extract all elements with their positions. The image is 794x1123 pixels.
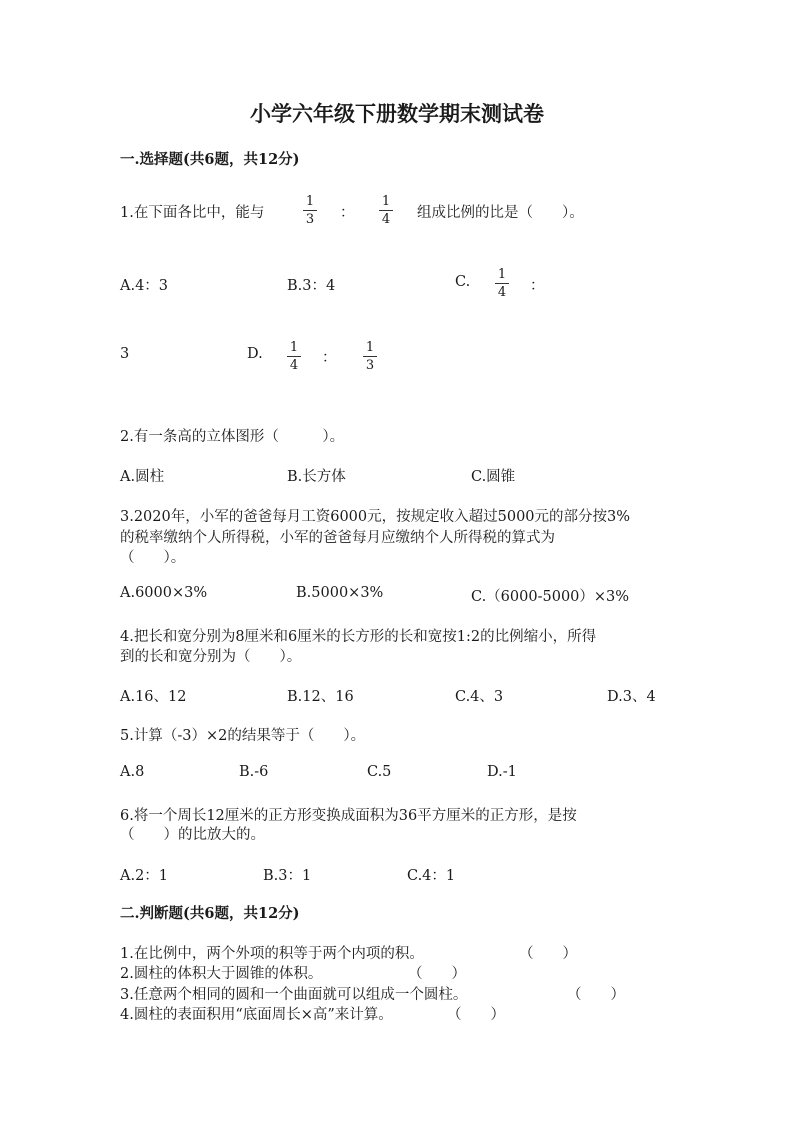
question-1-stem: 1.在下面各比中，能与 <box>120 205 265 221</box>
question-5-option-d: D.-1 <box>487 764 517 780</box>
question-3-line-1: 3.2020年，小军的爸爸每月工资6000元，按规定收入超过5000元的部分按3% <box>120 509 631 525</box>
question-2-option-c: C.圆锥 <box>471 469 516 485</box>
section-heading-true-false: 二.判断题(共6题，共12分) <box>120 905 300 922</box>
question-2-option-a: A.圆柱 <box>120 469 165 485</box>
fraction-denominator: 4 <box>497 285 507 300</box>
fraction-numerator: 1 <box>381 194 391 209</box>
section-heading-choice: 一.选择题(共6题，共12分) <box>120 151 300 168</box>
question-6-option-a: A.2：1 <box>120 868 169 884</box>
question-3-option-c: C.（6000-5000）×3% <box>471 589 630 605</box>
question-1-fraction-a <box>302 194 318 227</box>
question-1-option-c-fraction <box>494 267 510 300</box>
question-1-colon: ： <box>340 205 355 221</box>
question-4-option-c: C.4、3 <box>455 689 504 705</box>
tf-item-3-answer-blank: （ ） <box>567 987 625 1003</box>
question-4-option-d: D.3、4 <box>607 689 656 705</box>
tf-item-1-answer-blank: （ ） <box>519 946 577 962</box>
question-4-line-2: 到的长和宽分别为（ ）。 <box>120 649 302 665</box>
question-4-option-a: A.16、12 <box>120 689 187 705</box>
question-3-option-a: A.6000×3% <box>120 585 208 601</box>
fraction-bar <box>363 356 377 357</box>
question-3-option-b: B.5000×3% <box>296 585 384 601</box>
question-5-option-a: A.8 <box>120 764 145 780</box>
question-1-fraction-b <box>378 194 394 227</box>
fraction-numerator: 1 <box>305 194 315 209</box>
fraction-numerator: 1 <box>497 267 507 282</box>
question-1-option-d-fraction-2 <box>362 340 378 373</box>
tf-item-4-text: 4.圆柱的表面积用“底面周长×高”来计算。 <box>120 1007 393 1023</box>
question-5-option-c: C.5 <box>367 764 392 780</box>
tf-item-3-text: 3.任意两个相同的圆和一个曲面就可以组成一个圆柱。 <box>120 987 468 1003</box>
question-6-option-c: C.4：1 <box>407 868 456 884</box>
question-6-line-1: 6.将一个周长12厘米的正方形变换成面积为36平方厘米的正方形，是按 <box>120 808 577 824</box>
question-3-line-2: 的税率缴纳个人所得税，小军的爸爸每月应缴纳个人所得税的算式为 <box>120 530 555 546</box>
fraction-bar <box>495 283 509 284</box>
question-1-option-d-label: D. <box>247 346 263 362</box>
question-6-line-2: （ ）的比放大的。 <box>120 827 265 843</box>
page-title: 小学六年级下册数学期末测试卷 <box>250 101 544 126</box>
question-2-stem: 2.有一条高的立体图形（ ）。 <box>120 429 345 445</box>
question-1-option-b: B.3：4 <box>287 278 336 294</box>
tf-item-1-text: 1.在比例中，两个外项的积等于两个内项的积。 <box>120 946 424 962</box>
question-1-stem-suffix: 组成比例的比是（ ）。 <box>417 205 584 221</box>
fraction-denominator: 3 <box>365 358 375 373</box>
fraction-bar <box>379 210 393 211</box>
question-1-option-c-label: C. <box>455 274 471 290</box>
question-5-option-b: B.-6 <box>239 764 269 780</box>
question-2-option-b: B.长方体 <box>287 469 346 485</box>
question-4-option-b: B.12、16 <box>287 689 354 705</box>
tf-item-2-answer-blank: （ ） <box>408 966 466 982</box>
tf-item-2-text: 2.圆柱的体积大于圆锥的体积。 <box>120 966 323 982</box>
question-1-option-c-wrap: 3 <box>120 346 130 362</box>
fraction-denominator: 3 <box>305 212 315 227</box>
question-6-option-b: B.3：1 <box>263 868 312 884</box>
question-1-option-d-fraction-1 <box>286 340 302 373</box>
question-4-line-1: 4.把长和宽分别为8厘米和6厘米的长方形的长和宽按1:2的比例缩小，所得 <box>120 629 597 645</box>
fraction-numerator: 1 <box>365 340 375 355</box>
fraction-bar <box>287 356 301 357</box>
question-1-option-a: A.4：3 <box>120 278 169 294</box>
fraction-denominator: 4 <box>381 212 391 227</box>
question-3-line-3: （ ）。 <box>120 550 186 566</box>
question-5-stem: 5.计算（-3）×2的结果等于（ ）。 <box>120 728 366 744</box>
fraction-numerator: 1 <box>289 340 299 355</box>
question-1-option-c-colon: ： <box>530 278 545 294</box>
fraction-denominator: 4 <box>289 358 299 373</box>
question-1-option-d-colon: ： <box>322 350 337 366</box>
fraction-bar <box>303 210 317 211</box>
tf-item-4-answer-blank: （ ） <box>447 1007 505 1023</box>
